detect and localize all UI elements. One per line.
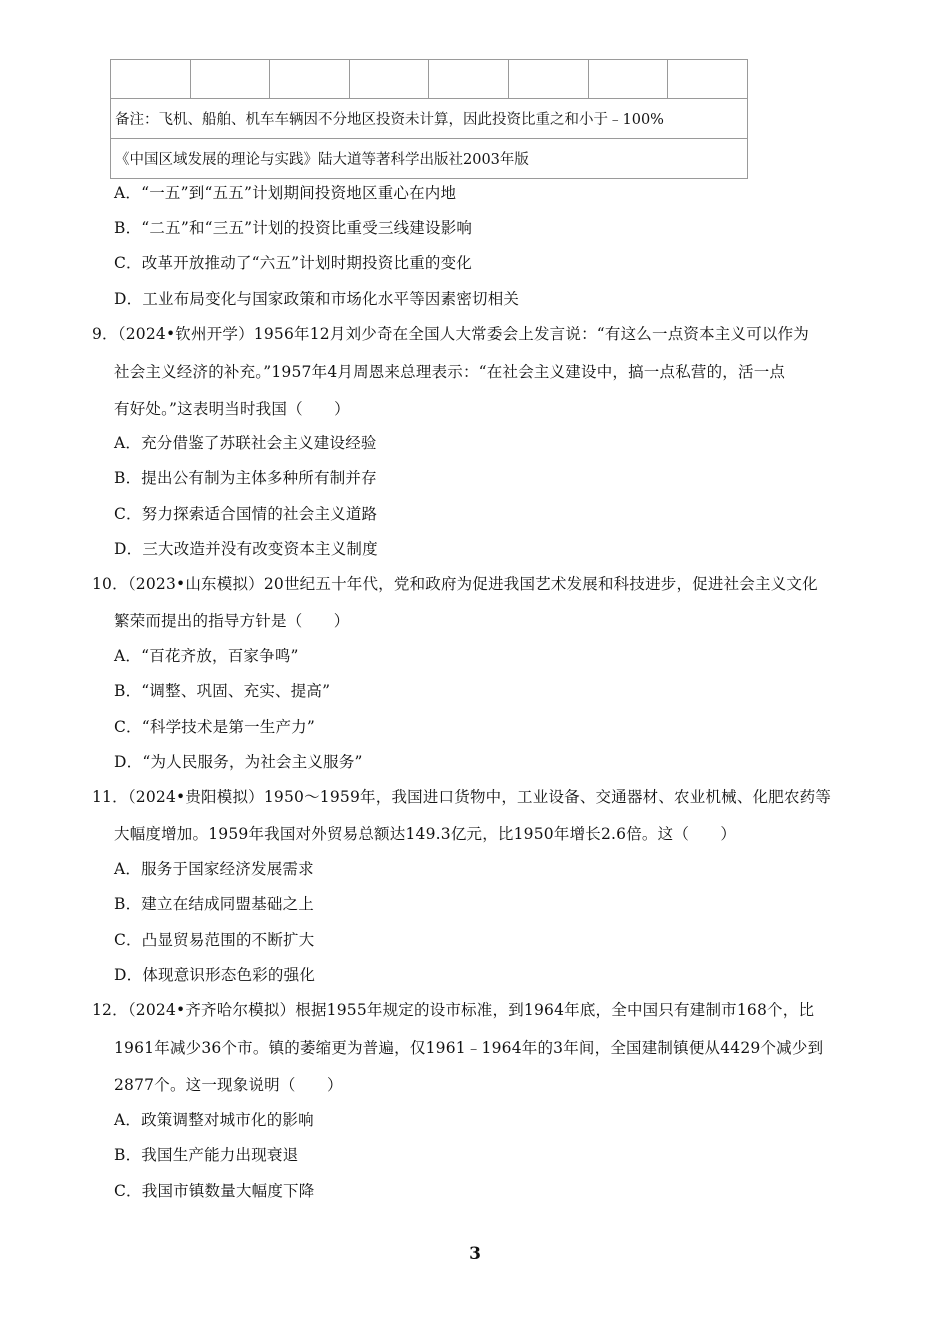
q12-stem-line-2: 1961年减少36个市。镇的萎缩更为普遍，仅1961﹣1964年的3年间，全国建制镇便从4429个减少到 <box>114 1039 824 1057</box>
table-note: 备注：飞机、船舶、机车车辆因不分地区投资未计算，因此投资比重之和小于﹣100% <box>111 99 748 139</box>
table-row <box>111 139 748 179</box>
table-cell <box>270 60 350 99</box>
table-cell <box>111 60 191 99</box>
page-number: 3 <box>469 1244 481 1264</box>
q12-option-a: A．政策调整对城市化的影响 <box>114 1111 314 1129</box>
q9-stem-line-1: 9．（2024•钦州开学）1956年12月刘少奇在全国人大常委会上发言说：“有这么一点资本主义可以作为 <box>92 325 809 343</box>
q9-stem-line-3: 有好处。”这表明当时我国（ ） <box>114 400 350 418</box>
table-cell <box>509 60 589 99</box>
q9-option-d: D．三大改造并没有改变资本主义制度 <box>114 540 378 558</box>
q12-stem-line-1: 12．（2024•齐齐哈尔模拟）根据1955年规定的设市标准，到1964年底，全中国只有建制市168个，比 <box>92 1001 815 1019</box>
q8-option-c: C．改革开放推动了“六五”计划时期投资比重的变化 <box>114 254 473 272</box>
q10-stem-line-2: 繁荣而提出的指导方针是（ ） <box>114 612 350 630</box>
q9-option-b: B．提出公有制为主体多种所有制并存 <box>114 469 377 487</box>
q11-option-c: C．凸显贸易范围的不断扩大 <box>114 931 315 949</box>
q10-option-b: B．“调整、巩固、充实、提高” <box>114 682 331 700</box>
q12-stem-line-3: 2877个。这一现象说明（ ） <box>114 1076 343 1094</box>
q11-stem-line-1: 11．（2024•贵阳模拟）1950～1959年，我国进口货物中，工业设备、交通器材、农业机械、化肥农药等 <box>92 788 832 806</box>
q10-option-d: D．“为人民服务，为社会主义服务” <box>114 753 363 771</box>
q12-option-c: C．我国市镇数量大幅度下降 <box>114 1182 315 1200</box>
q10-option-c: C．“科学技术是第一生产力” <box>114 718 316 736</box>
table-row <box>111 99 748 139</box>
q8-option-a: A．“一五”到“五五”计划期间投资地区重心在内地 <box>114 184 457 202</box>
q9-option-a: A．充分借鉴了苏联社会主义建设经验 <box>114 434 377 452</box>
table-cell <box>349 60 429 99</box>
q12-option-b: B．我国生产能力出现衰退 <box>114 1146 299 1164</box>
table-cell <box>588 60 668 99</box>
q11-option-d: D．体现意识形态色彩的强化 <box>114 966 316 984</box>
q10-stem-line-1: 10．（2023•山东模拟）20世纪五十年代，党和政府为促进我国艺术发展和科技进步，促进社会主义文化 <box>92 575 818 593</box>
q10-option-a: A．“百花齐放，百家争鸣” <box>114 647 299 665</box>
q9-stem-line-2: 社会主义经济的补充。”1957年4月周恩来总理表示：“在社会主义建设中，搞一点私营的，活一点 <box>114 363 786 381</box>
q11-option-b: B．建立在结成同盟基础之上 <box>114 895 314 913</box>
q11-stem-line-2: 大幅度增加。1959年我国对外贸易总额达149.3亿元，比1950年增长2.6倍。这（ ） <box>114 825 737 843</box>
q9-option-c: C．努力探索适合国情的社会主义道路 <box>114 505 378 523</box>
q8-option-d: D．工业布局变化与国家政策和市场化水平等因素密切相关 <box>114 290 520 308</box>
table-cell <box>429 60 509 99</box>
table-cell <box>668 60 748 99</box>
q8-option-b: B．“二五”和“三五”计划的投资比重受三线建设影响 <box>114 219 473 237</box>
table-cell <box>190 60 270 99</box>
q11-option-a: A．服务于国家经济发展需求 <box>114 860 314 878</box>
table-source: 《中国区域发展的理论与实践》陆大道等著科学出版社2003年版 <box>111 139 748 179</box>
table-row <box>111 60 748 99</box>
investment-table <box>110 59 748 179</box>
